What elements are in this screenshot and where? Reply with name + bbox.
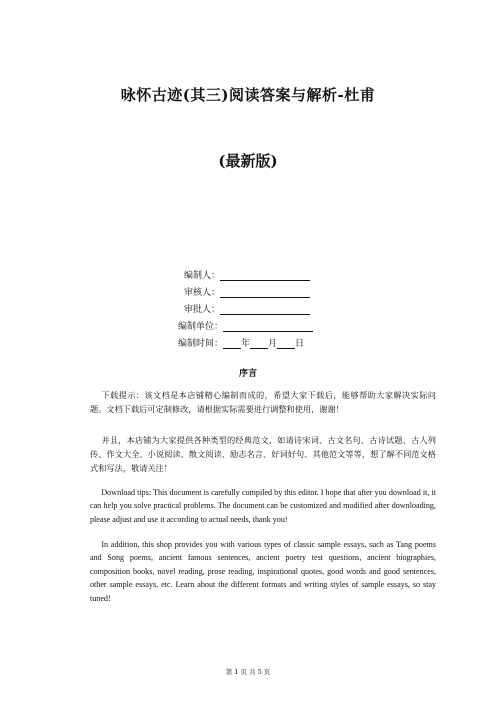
month-label: 月 xyxy=(268,339,278,349)
year-blank xyxy=(223,339,241,349)
unit-blank xyxy=(223,322,313,332)
time-label: 编制时间： xyxy=(178,339,224,349)
year-label: 年 xyxy=(241,339,251,349)
page-footer: 第 1 页 共 5 页 xyxy=(225,668,271,676)
reviewer-blank xyxy=(220,288,310,298)
preface-title: 序言 xyxy=(238,369,257,379)
day-label: 日 xyxy=(295,339,305,349)
preface-paragraph-2: 并且，本店铺为大家提供各种类型的经典范文，如请诗宋词、古文名句、古诗试题、古人列传、作文大全、小说阅读、散文阅读、励志名言、好词好句、其他范文等等，想了解不同范文格式和写法，敬请关注！ xyxy=(90,435,436,473)
preface-paragraph-4: In addition, this shop provides you with various types of classic sample essays, such as Tang poems and Song poems, ancient famous sentences, ancient poetry test questions, ancient biographies, composition books, novel reading, prose reading, inspirational quotes, good words and good sentences, other sample essays, etc. Learn about the different formats and writing styles of sample essays, so stay tuned! xyxy=(90,540,436,603)
document-subtitle: (最新版) xyxy=(218,152,278,170)
preface-paragraph-3: Download tips: This document is carefully compiled by this editor. I hope that after you download it, it can help you solve practical problems. The document can be customized and modified after downloading, please adjust and use it according to actual needs, thank you! xyxy=(90,488,436,524)
time-row xyxy=(178,336,304,349)
approver-row xyxy=(184,302,310,315)
unit-label: 编制单位： xyxy=(178,322,224,332)
editor-label: 编制人： xyxy=(184,271,221,281)
reviewer-row xyxy=(184,285,310,298)
month-blank xyxy=(250,339,268,349)
approver-blank xyxy=(220,305,310,315)
preface-paragraph-1: 下载提示：该文档是本店铺精心编制而成的，希望大家下载后，能够帮助大家解决实际问题。文档下载后可定制修改，请根据实际需要进行调整和使用，谢谢！ xyxy=(90,390,436,414)
day-blank xyxy=(277,339,295,349)
approver-label: 审批人： xyxy=(184,305,221,315)
editor-blank xyxy=(220,271,310,281)
editor-row xyxy=(184,268,310,281)
unit-row xyxy=(178,319,313,332)
reviewer-label: 审核人： xyxy=(184,288,221,298)
document-title: 咏怀古迹(其三)阅读答案与解析-杜甫 xyxy=(120,86,376,104)
